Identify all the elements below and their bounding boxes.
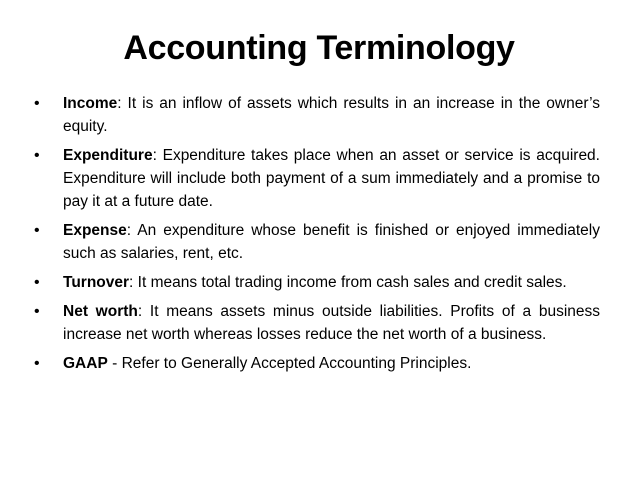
- term-net-worth: Net worth: [63, 303, 138, 320]
- bullet-icon: •: [34, 147, 40, 164]
- bullet-icon: •: [34, 95, 40, 112]
- term-expenditure: Expenditure: [63, 147, 153, 164]
- term-income: Income: [63, 95, 118, 112]
- definition-expenditure: Expenditure takes place when an asset or service is acquired. Expenditure will include both payment of a sum immediately and a promise to pay it at a future date.: [63, 147, 600, 210]
- list-item-turnover: [34, 271, 600, 294]
- definition-gaap: Refer to Generally Accepted Accounting Principles.: [117, 355, 472, 372]
- slide-title: Accounting Terminology: [123, 29, 515, 67]
- definition-expense: An expenditure whose benefit is finished or enjoyed immediately such as salaries, rent, etc.: [63, 222, 600, 262]
- definition-income: It is an inflow of assets which results in an increase in the owner’s equity.: [63, 95, 600, 135]
- term-separator: :: [129, 274, 134, 291]
- list-item-expense: [34, 219, 600, 265]
- term-separator: :: [117, 95, 122, 112]
- bullet-icon: •: [34, 274, 40, 291]
- list-item-net-worth: [34, 300, 600, 346]
- term-turnover: Turnover: [63, 274, 130, 291]
- term-separator: :: [152, 147, 157, 164]
- term-separator: :: [126, 222, 132, 239]
- bullet-icon: •: [34, 355, 40, 372]
- terminology-list: [34, 92, 600, 381]
- term-separator: -: [107, 355, 118, 372]
- term-separator: :: [137, 303, 143, 320]
- term-expense: Expense: [63, 222, 127, 239]
- bullet-icon: •: [34, 222, 40, 239]
- term-gaap: GAAP: [63, 355, 108, 372]
- list-item-gaap: [34, 352, 600, 375]
- bullet-icon: •: [34, 303, 40, 320]
- definition-turnover: It means total trading income from cash sales and credit sales.: [133, 274, 567, 291]
- definition-net-worth: It means assets minus outside liabilities. Profits of a business increase net worth whereas losses reduce the net worth of a business.: [63, 303, 601, 343]
- list-item-income: [34, 92, 600, 138]
- list-item-expenditure: [34, 144, 600, 213]
